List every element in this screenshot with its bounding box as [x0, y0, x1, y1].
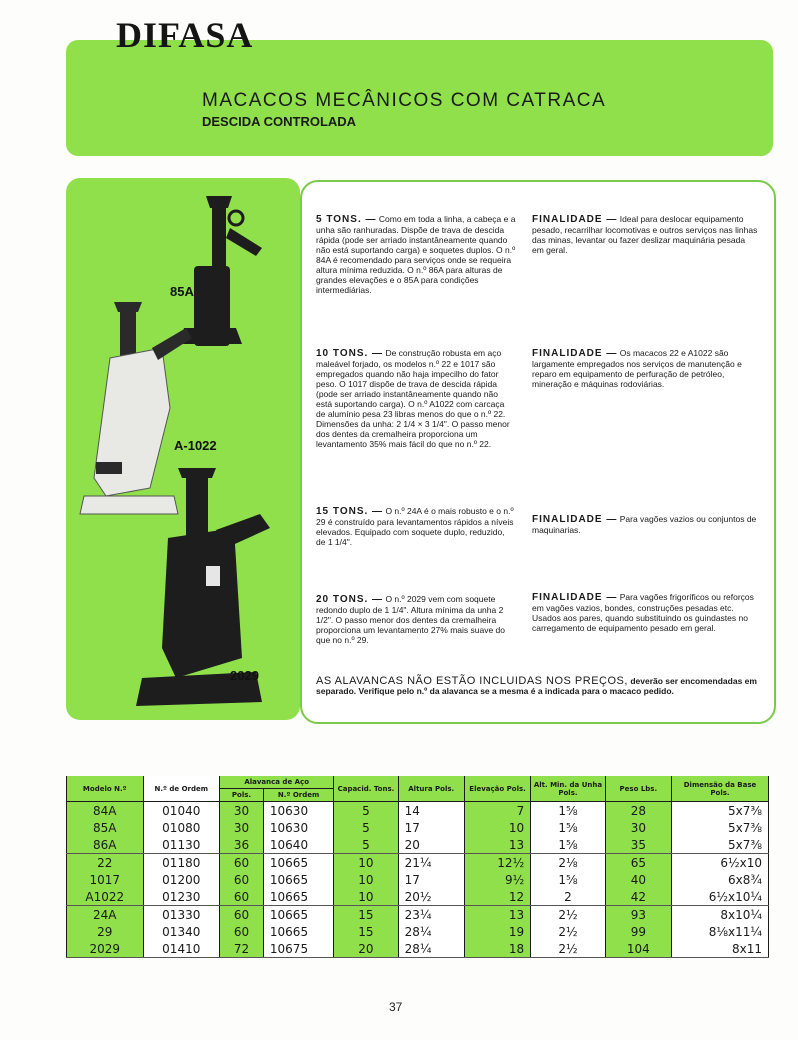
cell-peso: 40 — [605, 871, 671, 888]
cell-peso: 104 — [605, 940, 671, 958]
cell-elevacao: 7 — [464, 802, 530, 820]
cell-ordem: 01340 — [143, 923, 220, 940]
cell-pols: 30 — [220, 819, 264, 836]
section-heading: 15 TONS. — — [316, 506, 384, 517]
table-row — [67, 923, 769, 940]
cell-alt-min: 1⅝ — [531, 871, 605, 888]
purpose-15-tons — [532, 514, 758, 535]
cell-dimensao: 8x11 — [672, 940, 769, 958]
cell-num-ordem: 10675 — [263, 940, 333, 958]
cell-num-ordem: 10665 — [263, 906, 333, 924]
cell-num-ordem: 10640 — [263, 836, 333, 854]
page-number: 37 — [389, 1000, 403, 1014]
section-15-tons — [316, 506, 516, 547]
cell-ordem: 01080 — [143, 819, 220, 836]
cell-elevacao: 10 — [464, 819, 530, 836]
table-row — [67, 871, 769, 888]
col-alavanca-pols: Pols. — [220, 789, 264, 802]
cell-pols: 36 — [220, 836, 264, 854]
cell-altura: 28¼ — [398, 940, 464, 958]
header-band — [66, 40, 773, 156]
section-10-tons — [316, 348, 516, 449]
cell-peso: 42 — [605, 888, 671, 906]
col-ordem: N.º de Ordem — [143, 776, 220, 802]
cell-elevacao: 19 — [464, 923, 530, 940]
cell-dimensao: 6x8¾ — [672, 871, 769, 888]
cell-dimensao: 5x7⅜ — [672, 802, 769, 820]
col-modelo: Modelo N.º — [67, 776, 144, 802]
cell-alt-min: 1⅝ — [531, 819, 605, 836]
cell-altura: 14 — [398, 802, 464, 820]
cell-altura: 28¼ — [398, 923, 464, 940]
cell-capacid: 10 — [334, 888, 398, 906]
col-alavanca: Alavanca de Aço — [220, 776, 334, 789]
purpose-10-tons — [532, 348, 758, 389]
cell-capacid: 15 — [334, 923, 398, 940]
cell-pols: 30 — [220, 802, 264, 820]
cell-modelo: 84A — [67, 802, 144, 820]
cell-alt-min: 2 — [531, 888, 605, 906]
cell-peso: 28 — [605, 802, 671, 820]
col-alavanca-ordem: N.º Ordem — [263, 789, 333, 802]
col-alt-min: Alt. Min. da Unha Pols. — [531, 776, 605, 802]
cell-pols: 60 — [220, 888, 264, 906]
cell-pols: 60 — [220, 871, 264, 888]
section-text: Como em toda a linha, a cabeça e a unha são ranhuradas. Dispõe de trava de descida rápida (pode ser arriado instantâneamente quando não está suportando carga) e soquetes duplos. O n.º 84A é recomendado para serviços onde se requeira altura mínima reduzida. O n.º 86A para alturas de grandes elevações e o 85A para condições intermediárias. — [316, 214, 516, 295]
cell-elevacao: 12 — [464, 888, 530, 906]
purpose-heading: FINALIDADE — — [532, 592, 618, 603]
cell-pols: 60 — [220, 923, 264, 940]
cell-ordem: 01180 — [143, 854, 220, 872]
table-row — [67, 888, 769, 906]
cell-altura: 20 — [398, 836, 464, 854]
cell-capacid: 10 — [334, 871, 398, 888]
lever-note-lead: AS ALAVANCAS NÃO ESTÃO INCLUIDAS NOS PREÇOS, — [316, 675, 628, 687]
cell-alt-min: 2½ — [531, 940, 605, 958]
cell-alt-min: 1⅝ — [531, 802, 605, 820]
cell-altura: 21¼ — [398, 854, 464, 872]
purpose-heading: FINALIDADE — — [532, 214, 618, 225]
product-label-85a: 85A — [170, 284, 194, 299]
section-text: O n.º 24A é o mais robusto e o n.º 29 é construído para levantamentos rápidos a níveis elevados. Equipado com soquete duplo, reduzido, de 1 1/4". — [316, 506, 514, 547]
cell-ordem: 01330 — [143, 906, 220, 924]
cell-modelo: 29 — [67, 923, 144, 940]
page-title: MACACOS MECÂNICOS COM CATRACA — [202, 90, 607, 111]
purpose-text: Para vagões vazios ou conjuntos de maquinarias. — [532, 514, 757, 535]
brand-logo: DIFASA — [116, 15, 254, 55]
cell-ordem: 01200 — [143, 871, 220, 888]
purpose-heading: FINALIDADE — — [532, 514, 618, 525]
cell-dimensao: 5x7⅜ — [672, 819, 769, 836]
cell-capacid: 15 — [334, 906, 398, 924]
cell-num-ordem: 10665 — [263, 854, 333, 872]
col-elevacao: Elevação Pols. — [464, 776, 530, 802]
cell-peso: 99 — [605, 923, 671, 940]
cell-altura: 17 — [398, 871, 464, 888]
section-5-tons — [316, 214, 516, 295]
section-20-tons — [316, 594, 516, 645]
cell-altura: 17 — [398, 819, 464, 836]
cell-capacid: 5 — [334, 802, 398, 820]
cell-elevacao: 12½ — [464, 854, 530, 872]
cell-altura: 23¼ — [398, 906, 464, 924]
cell-num-ordem: 10630 — [263, 819, 333, 836]
col-altura: Altura Pols. — [398, 776, 464, 802]
cell-capacid: 10 — [334, 854, 398, 872]
table-row — [67, 940, 769, 958]
cell-dimensao: 6½x10¼ — [672, 888, 769, 906]
cell-peso: 93 — [605, 906, 671, 924]
col-capacid: Capacid. Tons. — [334, 776, 398, 802]
cell-ordem: 01410 — [143, 940, 220, 958]
cell-capacid: 5 — [334, 836, 398, 854]
section-heading: 5 TONS. — — [316, 214, 377, 225]
cell-elevacao: 13 — [464, 836, 530, 854]
purpose-heading: FINALIDADE — — [532, 348, 618, 359]
cell-modelo: 22 — [67, 854, 144, 872]
lever-note — [316, 676, 760, 696]
cell-num-ordem: 10630 — [263, 802, 333, 820]
cell-altura: 20½ — [398, 888, 464, 906]
cell-alt-min: 2½ — [531, 923, 605, 940]
section-heading: 20 TONS. — — [316, 594, 384, 605]
product-label-a1022: A-1022 — [174, 438, 217, 453]
cell-ordem: 01130 — [143, 836, 220, 854]
section-text: De construção robusta em aço maleável forjado, os modelos n.º 22 e 1017 são empregados quando não haja impecilho do fator peso. O 1017 dispõe de trava de descida rápida (pode ser arriado instantâneamente quando não está suportando carga). O n.º A1022 com carcaça de alumínio pesa 23 libras menos do que o n.º 22. Dimensões da unha: 2 1/4 × 3 1/4". O passo menor dos dentes da cremalheira proporciona um levantamento 35% mais fácil do que no n.º 22. — [316, 348, 510, 449]
purpose-text: Ideal para deslocar equipamento pesado, recarrilhar locomotivas e outros serviços nas linhas das minas, levantar ou fazer deslizar maquinária pesada em geral. — [532, 214, 758, 255]
cell-peso: 65 — [605, 854, 671, 872]
section-text: O n.º 2029 vem com soquete redondo duplo de 1 1/4". Altura mínima da unha 2 1/2". O passo menor dos dentes da cremalheira proporciona um levantamento 27% mais suave do que no n.º 29. — [316, 594, 505, 645]
cell-dimensao: 6½x10 — [672, 854, 769, 872]
page-subtitle: DESCIDA CONTROLADA — [202, 114, 357, 129]
cell-modelo: A1022 — [67, 888, 144, 906]
cell-dimensao: 8x10¼ — [672, 906, 769, 924]
col-peso: Peso Lbs. — [605, 776, 671, 802]
cell-alt-min: 2½ — [531, 906, 605, 924]
cell-peso: 35 — [605, 836, 671, 854]
purpose-text: Os macacos 22 e A1022 são largamente empregados nos serviços de manutenção e reparo em equipamento de perfuração de petróleo, mineração e máquinas rodoviárias. — [532, 348, 742, 389]
cell-peso: 30 — [605, 819, 671, 836]
cell-elevacao: 18 — [464, 940, 530, 958]
table-row — [67, 854, 769, 872]
cell-num-ordem: 10665 — [263, 888, 333, 906]
cell-pols: 60 — [220, 906, 264, 924]
product-image-panel — [66, 178, 300, 720]
cell-num-ordem: 10665 — [263, 923, 333, 940]
cell-ordem: 01230 — [143, 888, 220, 906]
cell-elevacao: 9½ — [464, 871, 530, 888]
table-row — [67, 906, 769, 924]
product-label-2029: 2029 — [230, 668, 259, 683]
purpose-5-tons — [532, 214, 758, 255]
lever-note-rest: deverão ser encomendadas em separado. Verifique pelo n.º da alavanca se a mesma é a indicada para o macaco pedido. — [316, 676, 757, 696]
table-row — [67, 836, 769, 854]
col-dimensao: Dimensão da Base Pols. — [672, 776, 769, 802]
cell-modelo: 86A — [67, 836, 144, 854]
cell-dimensao: 8⅛x11¼ — [672, 923, 769, 940]
cell-alt-min: 2⅛ — [531, 854, 605, 872]
purpose-text: Para vagões frigoríficos ou reforços em vagões vazios, bondes, construções pesadas etc. Usados aos pares, quando substituindo os guindastes no carregamento de equipamento pesado em geral. — [532, 592, 754, 633]
cell-modelo: 24A — [67, 906, 144, 924]
section-heading: 10 TONS. — — [316, 348, 384, 359]
cell-modelo: 1017 — [67, 871, 144, 888]
cell-elevacao: 13 — [464, 906, 530, 924]
specifications-table — [66, 776, 769, 958]
cell-alt-min: 1⅝ — [531, 836, 605, 854]
cell-num-ordem: 10665 — [263, 871, 333, 888]
table-row — [67, 802, 769, 820]
table-row — [67, 819, 769, 836]
cell-pols: 72 — [220, 940, 264, 958]
cell-modelo: 85A — [67, 819, 144, 836]
cell-dimensao: 5x7⅜ — [672, 836, 769, 854]
purpose-20-tons — [532, 592, 758, 633]
cell-capacid: 5 — [334, 819, 398, 836]
cell-pols: 60 — [220, 854, 264, 872]
description-frame — [300, 180, 776, 724]
cell-capacid: 20 — [334, 940, 398, 958]
cell-ordem: 01040 — [143, 802, 220, 820]
cell-modelo: 2029 — [67, 940, 144, 958]
